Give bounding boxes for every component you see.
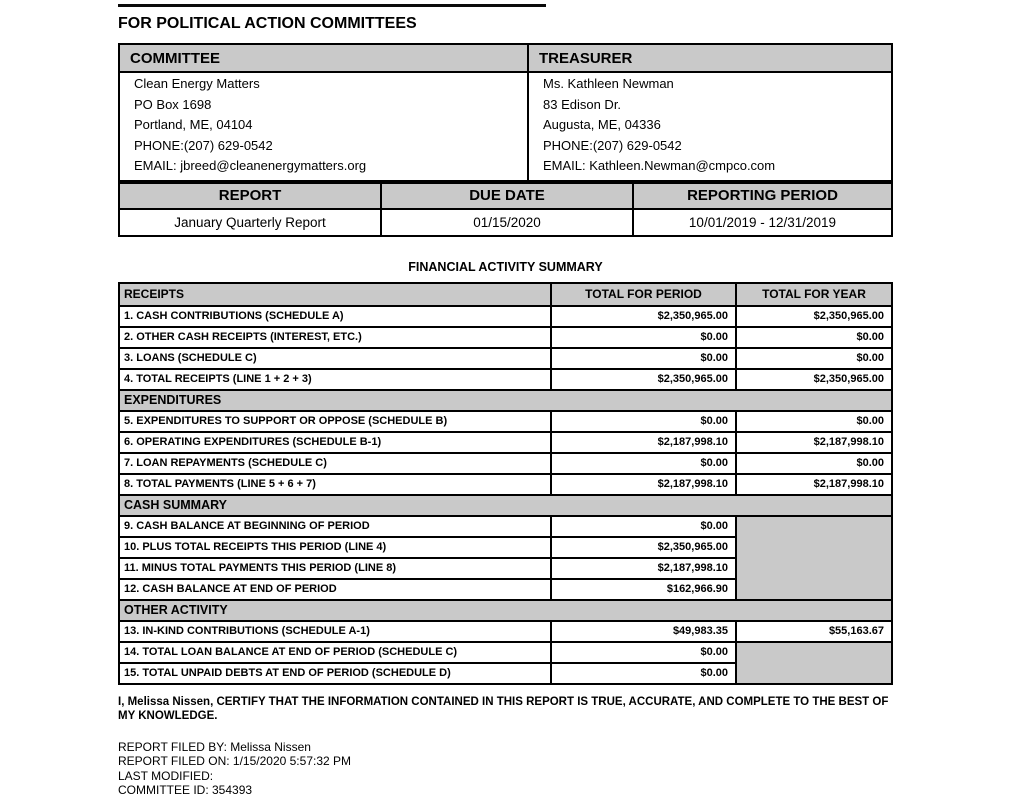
- financial-data-row: [119, 474, 892, 495]
- financial-data-row: [119, 432, 892, 453]
- total-for-period-value: $162,966.90: [551, 579, 736, 600]
- treasurer-info-line: PHONE:(207) 629-0542: [543, 137, 682, 153]
- financial-row-label: 10. PLUS TOTAL RECEIPTS THIS PERIOD (LINE 4): [119, 537, 551, 558]
- due-date-value: 01/15/2020: [381, 209, 633, 236]
- financial-row-label: 5. EXPENDITURES TO SUPPORT OR OPPOSE (SCHEDULE B): [119, 411, 551, 432]
- total-for-period-value: $0.00: [551, 348, 736, 369]
- total-for-period-value: $0.00: [551, 663, 736, 684]
- total-for-period-value: $2,350,965.00: [551, 306, 736, 327]
- total-for-period-value: $0.00: [551, 411, 736, 432]
- total-for-year-value: $2,187,998.10: [736, 474, 892, 495]
- committee-info-line: Clean Energy Matters: [134, 76, 260, 91]
- reporting-period-value: 10/01/2019 - 12/31/2019: [633, 209, 892, 236]
- filing-footer-line: LAST MODIFIED:: [118, 768, 214, 783]
- total-for-period-value: $0.00: [551, 453, 736, 474]
- total-for-period-value: $2,187,998.10: [551, 474, 736, 495]
- certification-statement: [118, 695, 893, 723]
- committee-treasurer-header-row: [119, 44, 892, 72]
- financial-section-row: [119, 600, 892, 621]
- treasurer-info-line: EMAIL: Kathleen.Newman@cmpco.com: [543, 158, 776, 173]
- total-for-period-value: $2,187,998.10: [551, 432, 736, 453]
- filing-footer: [118, 740, 893, 798]
- total-for-year-value: $0.00: [736, 348, 892, 369]
- total-for-period-value: $0.00: [551, 327, 736, 348]
- financial-row-label: 6. OPERATING EXPENDITURES (SCHEDULE B-1): [119, 432, 551, 453]
- financial-row-label: 12. CASH BALANCE AT END OF PERIOD: [119, 579, 551, 600]
- total-for-period-value: $0.00: [551, 516, 736, 537]
- total-for-year-value: $0.00: [736, 327, 892, 348]
- total-for-year-shaded-cell: [736, 642, 892, 684]
- total-for-year-value: $55,163.67: [736, 621, 892, 642]
- financial-row-label: 14. TOTAL LOAN BALANCE AT END OF PERIOD (SCHEDULE C): [119, 642, 551, 663]
- financial-data-row: [119, 453, 892, 474]
- filing-footer-line: REPORT FILED ON: 1/15/2020 5:57:32 PM: [118, 754, 352, 768]
- committee-info-line: EMAIL: jbreed@cleanenergymatters.org: [134, 158, 367, 173]
- financial-row-label: 11. MINUS TOTAL PAYMENTS THIS PERIOD (LINE 8): [119, 558, 551, 579]
- financial-row-label: 13. IN-KIND CONTRIBUTIONS (SCHEDULE A-1): [119, 621, 551, 642]
- financial-data-row: [119, 621, 892, 642]
- treasurer-info-line: 83 Edison Dr.: [543, 96, 622, 112]
- financial-summary-rows: [119, 306, 892, 684]
- total-for-year-value: $0.00: [736, 453, 892, 474]
- financial-row-label: 1. CASH CONTRIBUTIONS (SCHEDULE A): [119, 306, 551, 327]
- financial-row-label: 8. TOTAL PAYMENTS (LINE 5 + 6 + 7): [119, 474, 551, 495]
- committee-info-line: PO Box 1698: [134, 96, 212, 112]
- financial-section-header: CASH SUMMARY: [119, 495, 892, 516]
- certification-filer-name: Melissa Nissen: [127, 695, 211, 708]
- total-for-period-value: $49,983.35: [551, 621, 736, 642]
- total-for-year-value: $2,187,998.10: [736, 432, 892, 453]
- treasurer-info-line: Augusta, ME, 04336: [543, 117, 661, 132]
- report-header: REPORT: [119, 183, 381, 209]
- treasurer-info-lines: [529, 74, 891, 177]
- financial-data-row: [119, 642, 892, 663]
- receipts-column-header: RECEIPTS: [119, 283, 551, 306]
- financial-data-row: [119, 348, 892, 369]
- top-rule: [118, 4, 546, 7]
- due-date-header: DUE DATE: [381, 183, 633, 209]
- financial-data-row: [119, 516, 892, 537]
- financial-section-row: [119, 495, 892, 516]
- reporting-period-header: REPORTING PERIOD: [633, 183, 892, 209]
- financial-data-row: [119, 306, 892, 327]
- treasurer-info-line: Ms. Kathleen Newman: [543, 76, 674, 91]
- financial-data-row: [119, 411, 892, 432]
- financial-row-label: 9. CASH BALANCE AT BEGINNING OF PERIOD: [119, 516, 551, 537]
- financial-row-label: 4. TOTAL RECEIPTS (LINE 1 + 2 + 3): [119, 369, 551, 390]
- total-for-period-value: $2,187,998.10: [551, 558, 736, 579]
- total-for-year-shaded-cell: [736, 516, 892, 600]
- financial-row-label: 2. OTHER CASH RECEIPTS (INTEREST, ETC.): [119, 327, 551, 348]
- financial-section-row: [119, 390, 892, 411]
- report-info-value-row: [119, 209, 892, 236]
- report-info-table: [118, 182, 893, 237]
- total-for-period-column-header: TOTAL FOR PERIOD: [551, 283, 736, 306]
- report-content: [118, 0, 893, 798]
- certification-prefix: I,: [118, 695, 125, 708]
- financial-section-header: EXPENDITURES: [119, 390, 892, 411]
- report-name-value: January Quarterly Report: [119, 209, 381, 236]
- committee-treasurer-table: [118, 43, 893, 182]
- financial-summary-table: [118, 282, 893, 685]
- total-for-period-value: $2,350,965.00: [551, 369, 736, 390]
- committee-info-lines: [120, 74, 527, 177]
- committee-info-line: Portland, ME, 04104: [134, 117, 253, 132]
- committee-info-cell: [119, 72, 528, 181]
- treasurer-info-cell: [528, 72, 892, 181]
- financial-row-label: 3. LOANS (SCHEDULE C): [119, 348, 551, 369]
- filing-footer-line: REPORT FILED BY: Melissa Nissen: [118, 739, 311, 754]
- committee-header: COMMITTEE: [119, 44, 528, 72]
- filing-footer-line: COMMITTEE ID: 354393: [118, 783, 253, 797]
- total-for-year-value: $0.00: [736, 411, 892, 432]
- financial-row-label: 15. TOTAL UNPAID DEBTS AT END OF PERIOD (SCHEDULE D): [119, 663, 551, 684]
- total-for-year-column-header: TOTAL FOR YEAR: [736, 283, 892, 306]
- financial-summary-header-row: [119, 283, 892, 306]
- financial-section-header: OTHER ACTIVITY: [119, 600, 892, 621]
- total-for-year-value: $2,350,965.00: [736, 306, 892, 327]
- certification-text: , CERTIFY THAT THE INFORMATION CONTAINED IN THIS REPORT IS TRUE, ACCURATE, AND COMPLETE TO THE BEST OF MY KNOWLEDGE.: [118, 695, 889, 722]
- financial-row-label: 7. LOAN REPAYMENTS (SCHEDULE C): [119, 453, 551, 474]
- report-info-header-row: [119, 183, 892, 209]
- financial-data-row: [119, 327, 892, 348]
- financial-data-row: [119, 369, 892, 390]
- page-title: FOR POLITICAL ACTION COMMITTEES: [118, 15, 417, 32]
- committee-treasurer-info-row: [119, 72, 892, 181]
- total-for-year-value: $2,350,965.00: [736, 369, 892, 390]
- total-for-period-value: $2,350,965.00: [551, 537, 736, 558]
- treasurer-header: TREASURER: [528, 44, 892, 72]
- committee-info-line: PHONE:(207) 629-0542: [134, 137, 273, 153]
- total-for-period-value: $0.00: [551, 642, 736, 663]
- summary-title: FINANCIAL ACTIVITY SUMMARY: [408, 259, 603, 274]
